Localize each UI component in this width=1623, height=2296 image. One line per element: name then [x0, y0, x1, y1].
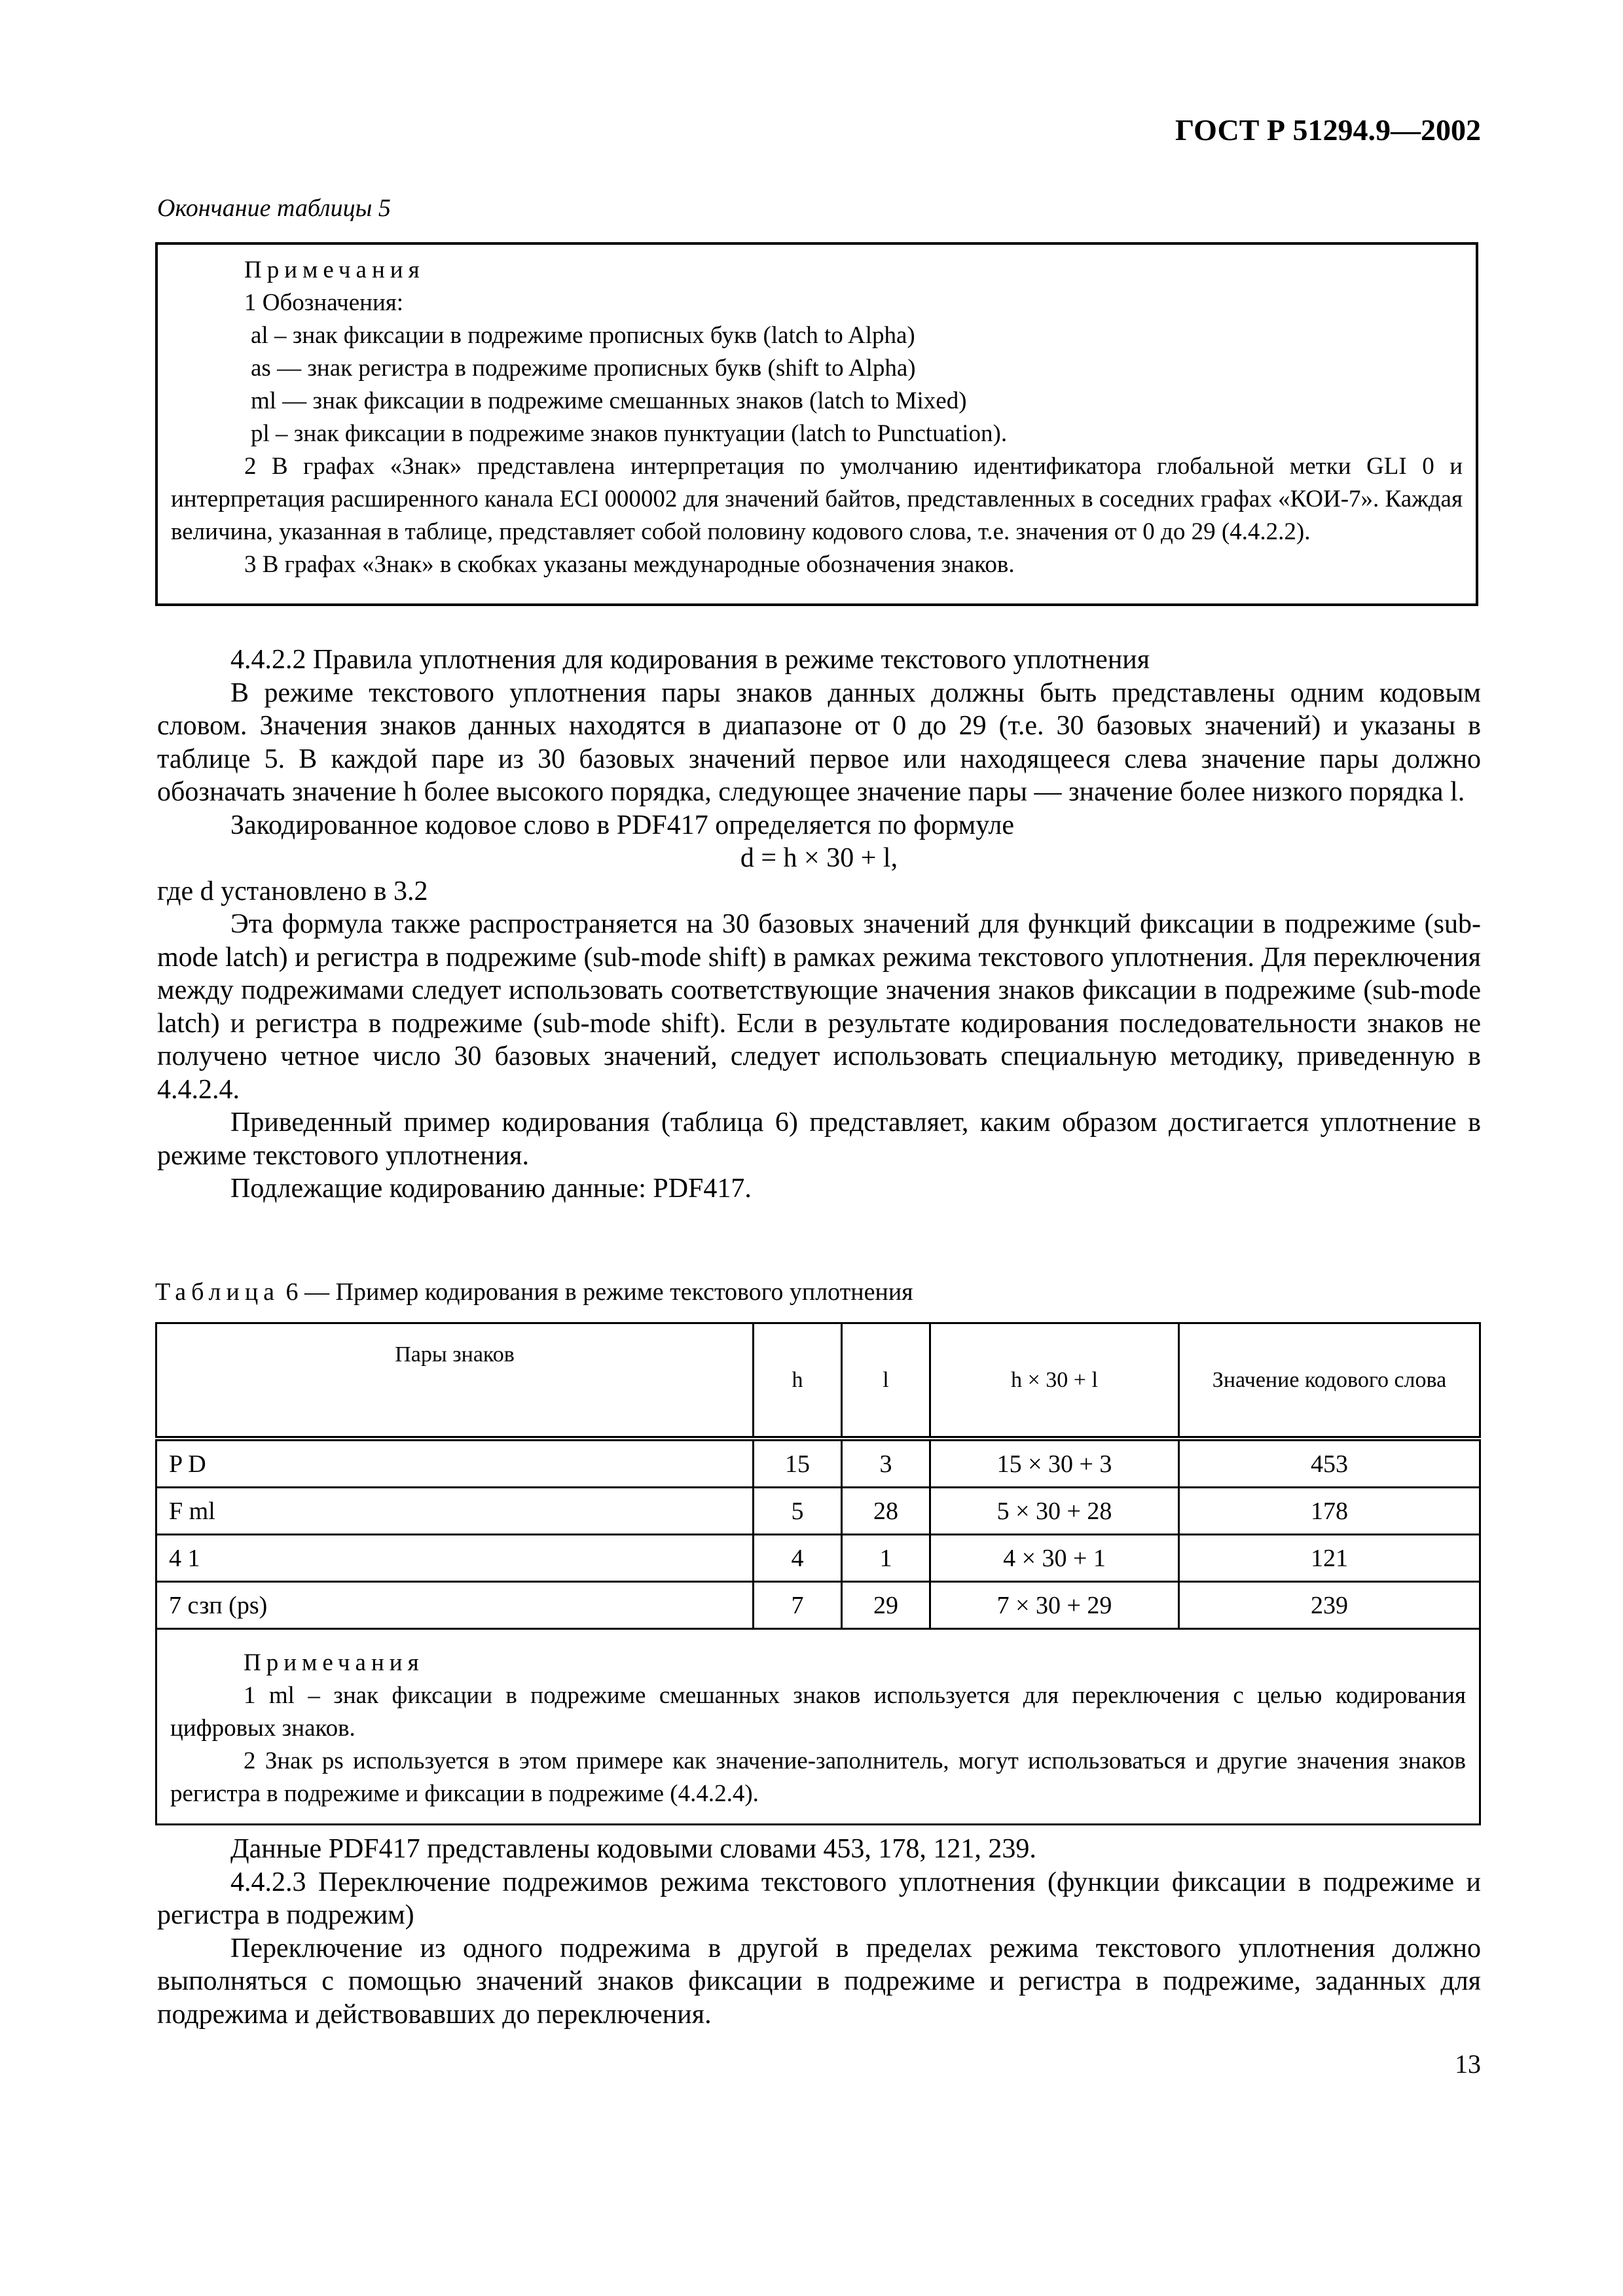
section-4-4-2-2 [157, 643, 1481, 1206]
note-item: pl – знак фиксации в подрежиме знаков пунктуации (latch to Punctuation). [251, 420, 1008, 447]
paragraph: Приведенный пример кодирования (таблица 6) представляет, каким образом достигается уплотнение в режиме текстового уплотнения. [157, 1107, 1481, 1171]
cell: 4 [754, 1535, 842, 1582]
cell: F ml [156, 1488, 754, 1535]
notes-title: Примечания [244, 1649, 424, 1676]
cell: 4 1 [156, 1535, 754, 1582]
paragraph: Данные PDF417 представлены кодовыми словами 453, 178, 121, 239. [230, 1834, 1036, 1864]
table6-caption [155, 1278, 913, 1306]
table-row [156, 1535, 1480, 1582]
page-number: 13 [1455, 2049, 1481, 2079]
notes-title: Примечания [244, 257, 425, 283]
section-heading: 4.4.2.2 Правила уплотнения для кодирования в режиме текстового уплотнения [230, 645, 1150, 675]
cell: 1 [842, 1535, 930, 1582]
cell: 121 [1179, 1535, 1480, 1582]
paragraph: Закодированное кодовое слово в PDF417 определяется по формуле [230, 810, 1014, 840]
paragraph: Переключение из одного подрежима в другой в пределах режима текстового уплотнения должно выполняться с помощью значений знаков фиксации в подрежиме и регистра в подрежиме, заданных для подрежима и действовавших до переключения. [157, 1933, 1481, 2030]
note-item: 1 ml – знак фиксации в подрежиме смешанных знаков используется для переключения с целью кодирования цифровых знаков. [170, 1682, 1466, 1742]
table-row [156, 1582, 1480, 1629]
table-row [156, 1488, 1480, 1535]
cell: 29 [842, 1582, 930, 1629]
paragraph: В режиме текстового уплотнения пары знаков данных должны быть представлены одним кодовым словом. Значения знаков данных находятся в диапазоне от 0 до 29 (т.е. 30 базовых значений) и указаны в таблице 5. В каждой паре из 30 базовых значений первое или находящееся слева значение пары должно обозначать значение h более высокого порядка, следующее значение пары — значение более низкого порядка l. [157, 677, 1481, 807]
table-header-row [156, 1323, 1480, 1439]
table-continuation-label: Окончание таблицы 5 [157, 194, 391, 222]
note-item: al – знак фиксации в подрежиме прописных букв (latch to Alpha) [251, 322, 915, 349]
cell: 7 × 30 + 29 [930, 1582, 1179, 1629]
cell: 28 [842, 1488, 930, 1535]
paragraph: Эта формула также распространяется на 30 базовых значений для функций фиксации в подрежиме (sub-mode latch) и регистра в подрежиме (sub-mode shift) в рамках режима текстового уплотнения. Для переключения между подрежимами следует использовать соответствующие значения знаков фиксации в подрежиме (sub-mode latch) и регистра в подрежиме (sub-mode shift). Если в результате кодирования последовательности знаков не получено четное число 30 базовых значений, следует использовать специальную методику, приведенную в 4.4.2.4. [157, 909, 1481, 1105]
cell: 5 × 30 + 28 [930, 1488, 1179, 1535]
document-header: ГОСТ Р 51294.9—2002 [1175, 113, 1481, 147]
cell: 453 [1179, 1439, 1480, 1488]
caption-text: 6 — Пример кодирования в режиме текстового уплотнения [285, 1278, 913, 1306]
cell: 4 × 30 + 1 [930, 1535, 1179, 1582]
cell: 15 [754, 1439, 842, 1488]
table6 [155, 1322, 1481, 1825]
section-heading: 4.4.2.3 Переключение подрежимов режима текстового уплотнения (функции фиксации в подрежиме и регистра в подрежим) [157, 1867, 1481, 1930]
col-header: Значение кодового слова [1179, 1323, 1480, 1439]
formula: d = h × 30 + l, [740, 843, 898, 873]
cell: 7 [754, 1582, 842, 1629]
cell: 239 [1179, 1582, 1480, 1629]
note-item: 2 В графах «Знак» представлена интерпретация по умолчанию идентификатора глобальной метки GLI 0 и интерпретация расширенного канала ECI 000002 для значений байтов, представленных в соседних графах «КОИ-7». Каждая величина, указанная в таблице, представляет собой половину кодового слова, т.е. значения от 0 до 29 (4.4.2.2). [171, 453, 1463, 545]
cell: P D [156, 1439, 754, 1488]
note-item: 1 Обозначения: [244, 289, 404, 316]
cell: 5 [754, 1488, 842, 1535]
note-item: ml — знак фиксации в подрежиме смешанных знаков (latch to Mixed) [251, 387, 967, 414]
cell: 7 сзп (ps) [156, 1582, 754, 1629]
table-notes-row [156, 1629, 1480, 1825]
table-row [156, 1439, 1480, 1488]
cell: 178 [1179, 1488, 1480, 1535]
note-item: 3 В графах «Знак» в скобках указаны международные обозначения знаков. [244, 551, 1015, 578]
caption-label: Таблица [155, 1278, 280, 1306]
paragraph: Подлежащие кодированию данные: PDF417. [230, 1174, 752, 1204]
cell: 15 × 30 + 3 [930, 1439, 1179, 1488]
table-notes [156, 1629, 1480, 1825]
col-header: l [842, 1323, 930, 1439]
col-header: h [754, 1323, 842, 1439]
note-item: as — знак регистра в подрежиме прописных букв (shift to Alpha) [251, 355, 916, 382]
paragraph: где d установлено в 3.2 [157, 876, 428, 906]
section-4-4-2-3 [157, 1833, 1481, 2031]
table5-notes-box [155, 242, 1478, 606]
note-item: 2 Знак ps используется в этом примере как значение-заполнитель, могут использоваться и другие значения знаков регистра в подрежиме и фиксации в подрежиме (4.4.2.4). [170, 1748, 1466, 1807]
cell: 3 [842, 1439, 930, 1488]
col-header: Пары знаков [156, 1323, 754, 1439]
col-header: h × 30 + l [930, 1323, 1179, 1439]
